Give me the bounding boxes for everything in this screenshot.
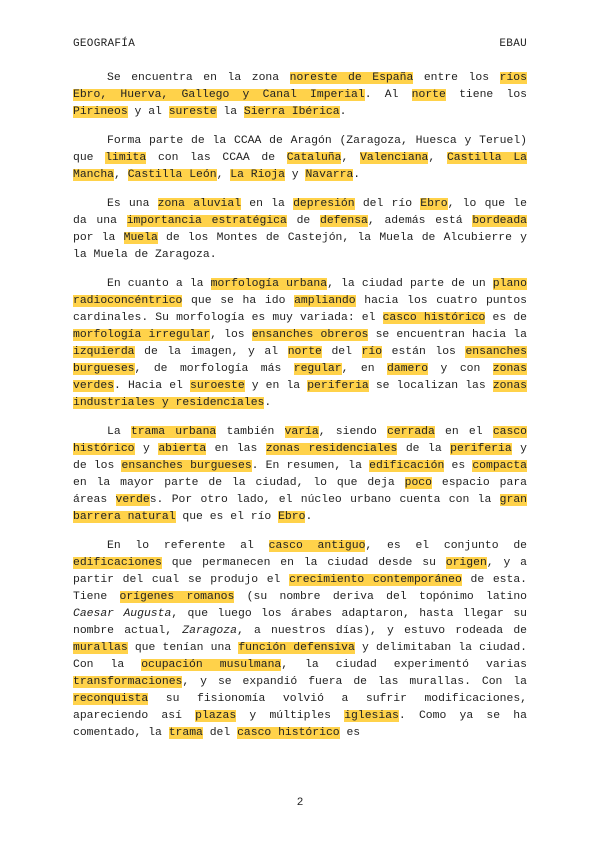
highlighted-text: morfología irregular <box>73 329 211 341</box>
text-run: de esta. Tiene <box>73 574 527 603</box>
text-run: y delimitaban la ciudad. Con la <box>73 642 527 671</box>
text-run: por la <box>73 232 124 244</box>
text-run: del <box>321 346 362 358</box>
highlighted-text: plazas <box>195 710 237 722</box>
body-paragraph <box>73 538 527 742</box>
text-run: en la <box>241 198 294 210</box>
text-run: . Como ya se ha comentado, la <box>73 710 527 739</box>
highlighted-text: Cataluña <box>286 152 342 164</box>
text-run: su fisionomía volvió a sufrir modificaciones, apareciendo así <box>73 693 527 722</box>
text-run: de la imagen, y al <box>134 346 288 358</box>
text-run: hacia los cuatro puntos cardinales. Su morfología es muy variada: el <box>73 295 527 324</box>
text-run: . <box>305 511 313 523</box>
highlighted-text: murallas <box>73 642 128 654</box>
text-run: , <box>216 169 231 181</box>
text-run: , y se expandió fuera de las murallas. Con la <box>182 676 527 688</box>
text-run: es <box>444 460 473 472</box>
text-run: y en la <box>244 380 308 392</box>
highlighted-text: regular <box>293 363 342 375</box>
highlighted-text: ensanches obreros <box>251 329 369 341</box>
text-run: espacio para áreas <box>73 477 527 506</box>
highlighted-text: origen <box>445 557 487 569</box>
highlighted-text: limita <box>105 152 147 164</box>
highlighted-text: crecimiento contemporáneo <box>289 574 462 586</box>
highlighted-text: poco <box>404 477 432 489</box>
highlighted-text: zonas residenciales <box>265 443 398 455</box>
text-run: , es el conjunto de <box>365 540 528 552</box>
highlighted-text: norte <box>287 346 322 358</box>
text-run: en las <box>206 443 266 455</box>
text-run: en el <box>434 426 493 438</box>
text-run: , <box>341 152 361 164</box>
highlighted-text: ensanches burgueses <box>121 460 252 472</box>
highlighted-text: bordeada <box>472 215 528 227</box>
text-run: están los <box>382 346 466 358</box>
highlighted-text: Navarra <box>305 169 354 181</box>
highlighted-text: casco histórico <box>237 727 340 739</box>
highlighted-text: río <box>361 346 383 358</box>
text-run: , de morfología más <box>134 363 294 375</box>
highlighted-text: norte <box>411 89 446 101</box>
highlighted-text: Muela <box>123 232 158 244</box>
text-run: s. Por otro lado, el núcleo urbano cuenta con la <box>149 494 500 506</box>
text-run: que tenían una <box>127 642 239 654</box>
highlighted-text: Pirineos <box>73 106 128 118</box>
text-run: , siendo <box>318 426 387 438</box>
text-run: es de <box>485 312 527 324</box>
highlighted-text: sureste <box>168 106 217 118</box>
highlighted-text: ampliando <box>294 295 356 307</box>
text-run: y <box>284 169 306 181</box>
highlighted-text: Sierra Ibérica <box>243 106 340 118</box>
text-run: la <box>216 106 244 118</box>
highlighted-text: edificación <box>369 460 445 472</box>
text-run: que permanecen en la ciudad desde su <box>161 557 446 569</box>
text-run: y <box>134 443 159 455</box>
highlighted-text: casco histórico <box>382 312 486 324</box>
text-run: Forma parte de la CCAA de Aragón (Zaragoza, Huesca y Teruel) que <box>73 135 527 164</box>
highlighted-text: compacta <box>472 460 527 472</box>
text-run: con las CCAA de <box>146 152 287 164</box>
highlighted-text: Castilla La Mancha <box>73 152 527 181</box>
highlighted-text: función defensiva <box>238 642 355 654</box>
highlighted-text: periferia <box>307 380 369 392</box>
text-run: también <box>216 426 285 438</box>
highlighted-text: suroeste <box>189 380 245 392</box>
highlighted-text: ensanches burgueses <box>73 346 527 375</box>
document-body <box>73 70 527 754</box>
text-run: , lo que le da una <box>73 198 527 227</box>
text-run: . <box>264 397 272 409</box>
highlighted-text: La Rioja <box>230 169 285 181</box>
highlighted-text: Ebro <box>278 511 306 523</box>
highlighted-text: orígenes romanos <box>119 591 235 603</box>
text-run: del <box>202 727 238 739</box>
highlighted-text: plano radioconcéntrico <box>73 278 527 307</box>
highlighted-text: morfología urbana <box>210 278 328 290</box>
body-paragraph <box>73 133 527 184</box>
text-run: , la ciudad experimentó varias <box>281 659 527 671</box>
text-run: En lo referente al <box>107 540 269 552</box>
text-run: , <box>428 152 447 164</box>
text-run: , a nuestros días), y estuvo rodeada de <box>236 625 527 637</box>
text-run: . <box>339 106 347 118</box>
text-run: , y a partir del cual se produjo el <box>73 557 527 586</box>
text-run: que es el río <box>175 511 279 523</box>
text-run: entre los <box>413 72 500 84</box>
highlighted-text: noreste de España <box>289 72 414 84</box>
text-run: . En resumen, la <box>251 460 370 472</box>
page-number: 2 <box>296 797 304 809</box>
text-run: En cuanto a la <box>107 278 211 290</box>
text-run: y de los <box>73 443 528 472</box>
highlighted-text: Castilla León <box>127 169 217 181</box>
text-run: de los Montes de Castejón, la Muela de Alcubierre y la Muela de Zaragoza. <box>73 232 527 261</box>
text-run: , los <box>210 329 252 341</box>
text-run: , en <box>341 363 388 375</box>
highlighted-text: depresión <box>293 198 355 210</box>
highlighted-text: damero <box>387 363 429 375</box>
text-run: y al <box>127 106 169 118</box>
text-run: se encuentran hacia la <box>368 329 528 341</box>
text-run: , <box>114 169 128 181</box>
highlighted-text: gran barrera natural <box>73 494 527 523</box>
text-run: tiene los <box>445 89 527 101</box>
body-paragraph <box>73 424 527 526</box>
highlighted-text: cerrada <box>387 426 435 438</box>
highlighted-text: zonas verdes <box>73 363 527 392</box>
text-run: . <box>353 169 361 181</box>
highlighted-text: defensa <box>320 215 368 227</box>
highlighted-text: iglesias <box>344 710 399 722</box>
text-run: , además está <box>367 215 473 227</box>
highlighted-text: Valenciana <box>360 152 429 164</box>
text-run: La <box>107 426 131 438</box>
highlighted-text: periferia <box>450 443 512 455</box>
highlighted-text: Ebro <box>420 198 448 210</box>
highlighted-text: importancia estratégica <box>126 215 287 227</box>
highlighted-text: casco antiguo <box>268 540 366 552</box>
highlighted-text: reconquista <box>73 693 149 705</box>
italic-text: Caesar Augusta <box>73 608 172 620</box>
highlighted-text: zona aluvial <box>157 198 242 210</box>
highlighted-text: transformaciones <box>73 676 183 688</box>
text-run: , que luego los árabes adaptaron, hasta llegar su nombre actual, <box>73 608 527 637</box>
highlighted-text: trama urbana <box>130 426 217 438</box>
italic-text: Zaragoza <box>182 625 237 637</box>
highlighted-text: zonas industriales y residenciales <box>73 380 527 409</box>
text-run: Se encuentra en la zona <box>107 72 290 84</box>
highlighted-text: casco histórico <box>73 426 527 455</box>
text-run: de la <box>397 443 451 455</box>
text-run: (su nombre deriva del topónimo latino <box>234 591 528 603</box>
body-paragraph <box>73 196 527 264</box>
text-run: en la mayor parte de la ciudad, lo que deja <box>73 477 405 489</box>
text-run: . Hacia el <box>114 380 190 392</box>
highlighted-text: ocupación musulmana <box>141 659 282 671</box>
highlighted-text: abierta <box>158 443 207 455</box>
text-run: y con <box>428 363 493 375</box>
highlighted-text: edificaciones <box>73 557 162 569</box>
highlighted-text: trama <box>168 727 203 739</box>
text-run: . Al <box>364 89 412 101</box>
text-run: Es una <box>107 198 158 210</box>
text-run: de <box>286 215 321 227</box>
header-subject: GEOGRAFÍA <box>73 38 136 50</box>
text-run: se localizan las <box>368 380 493 392</box>
text-run: que se ha ido <box>182 295 295 307</box>
text-run: y múltiples <box>236 710 345 722</box>
body-paragraph <box>73 276 527 412</box>
text-run: del río <box>354 198 421 210</box>
text-run: , la ciudad parte de un <box>327 278 493 290</box>
highlighted-text: izquierda <box>73 346 135 358</box>
highlighted-text: ríos Ebro, Huerva, Gallego y Canal Imperial <box>73 72 527 101</box>
body-paragraph <box>73 70 527 121</box>
text-run: es <box>339 727 361 739</box>
header-exam: EBAU <box>499 38 527 50</box>
highlighted-text: verde <box>115 494 150 506</box>
highlighted-text: varía <box>284 426 319 438</box>
